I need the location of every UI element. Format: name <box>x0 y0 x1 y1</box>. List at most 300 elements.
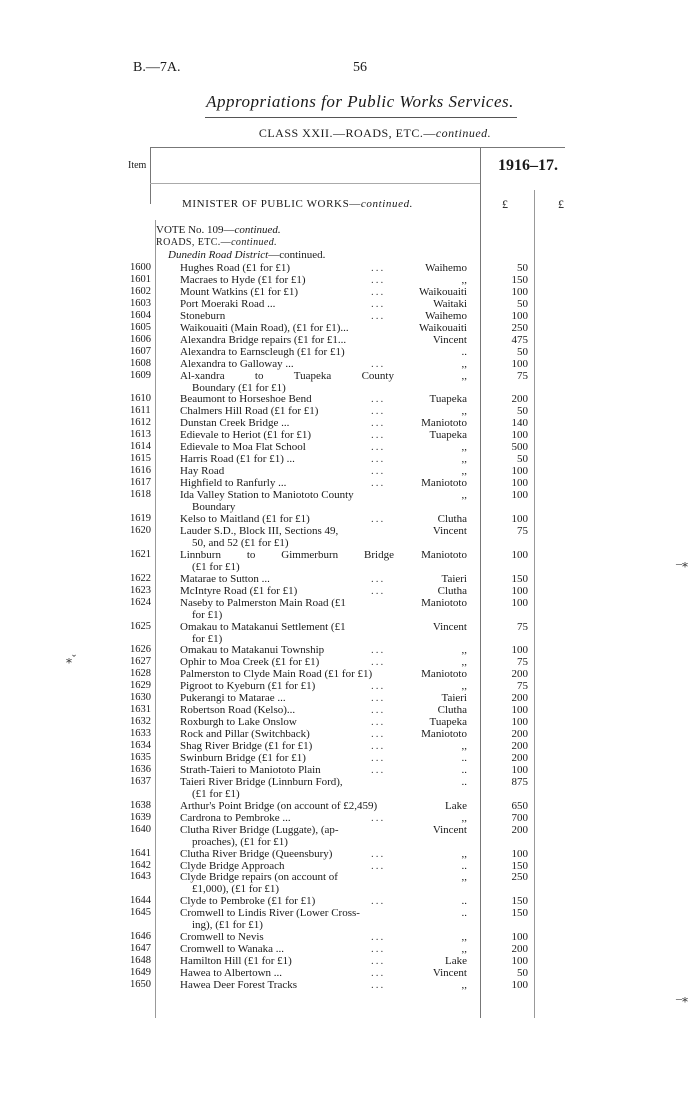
item-description <box>180 549 402 573</box>
item-description <box>180 489 402 513</box>
item-district: ,, <box>461 943 467 956</box>
item-amount: 75 <box>517 620 528 633</box>
description-word: Linnburn <box>180 548 221 561</box>
column-header-item: Item <box>128 160 147 171</box>
item-description <box>180 393 402 405</box>
item-number: 1617 <box>130 477 151 489</box>
item-number: 1606 <box>130 333 151 345</box>
item-description <box>180 453 402 465</box>
item-description <box>180 824 402 848</box>
item-amount: 200 <box>511 751 528 764</box>
leader-dots: ... <box>371 811 386 824</box>
description-line: Omakau to Matakanui Settlement (£1 <box>180 620 346 633</box>
description-word: Tuapeka <box>293 369 332 382</box>
item-description <box>180 740 402 752</box>
item-district: Tuapeka <box>429 429 467 442</box>
item-district: Waihemo <box>425 309 467 322</box>
item-amount: 140 <box>511 417 528 430</box>
item-number: 1624 <box>130 596 151 608</box>
item-number: 1645 <box>130 907 151 919</box>
item-amount: 100 <box>511 979 528 991</box>
description-line: Boundary (£1 for £1) <box>192 381 286 394</box>
description-line: Clyde Bridge repairs (on account of <box>180 871 338 884</box>
leader-dots: ... <box>371 405 386 418</box>
district-continued: —continued. <box>268 249 326 261</box>
leader-dots: ... <box>371 751 386 764</box>
item-amount: 50 <box>517 262 528 274</box>
class-heading <box>0 126 700 141</box>
description-line: Chalmers Hill Road (£1 for £1) <box>180 405 319 418</box>
item-description <box>180 812 402 824</box>
vote-label: VOTE No. 109— <box>156 224 235 236</box>
item-number: 1636 <box>130 763 151 775</box>
item-district: Clutha <box>437 512 467 525</box>
leader-dots: ... <box>371 357 386 370</box>
description-line: Boundary <box>192 501 236 514</box>
item-description <box>180 585 402 597</box>
item-number: 1601 <box>130 273 151 285</box>
item-district: ,, <box>461 405 467 418</box>
item-district: .. <box>461 907 467 920</box>
description-line: Clyde Bridge Approach <box>180 859 285 872</box>
description-line: Swinburn Bridge (£1 for £1) <box>180 751 306 764</box>
description-line: Cromwell to Wanaka ... <box>180 943 285 956</box>
item-number: 1605 <box>130 321 151 333</box>
item-description <box>180 955 402 967</box>
item-description <box>180 644 402 656</box>
description-line: Alexandra to Galloway ... <box>180 357 294 370</box>
leader-dots: ... <box>371 967 386 980</box>
leader-dots: ... <box>371 273 386 286</box>
item-number: 1616 <box>130 465 151 477</box>
description-line: Ophir to Moa Creek (£1 for £1) <box>180 656 320 669</box>
item-district: Tuapeka <box>429 393 467 406</box>
item-amount: 100 <box>511 429 528 442</box>
item-amount: 150 <box>511 859 528 872</box>
leader-dots: ... <box>371 262 386 274</box>
item-description <box>180 513 402 525</box>
item-number: 1623 <box>130 584 151 596</box>
description-line: 50, and 52 (£1 for £1) <box>192 536 289 549</box>
item-description <box>180 621 402 645</box>
description-line: Naseby to Palmerston Main Road (£1 <box>180 596 346 609</box>
leader-dots: ... <box>371 704 386 717</box>
item-description <box>180 704 402 716</box>
item-number: 1613 <box>130 429 151 441</box>
description-line: proaches), (£1 for £1) <box>192 835 288 848</box>
item-description <box>180 370 402 394</box>
leader-dots: ... <box>371 763 386 776</box>
item-amount: 150 <box>511 572 528 585</box>
item-description <box>180 286 402 298</box>
year-column-divider <box>480 148 481 1018</box>
item-number: 1637 <box>130 775 151 787</box>
item-district: ,, <box>461 740 467 752</box>
item-amount: 100 <box>511 465 528 478</box>
item-number: 1633 <box>130 728 151 740</box>
item-number: 1638 <box>130 799 151 811</box>
description-line: for £1) <box>192 632 223 645</box>
item-number: 1635 <box>130 751 151 763</box>
item-district: ,, <box>461 644 467 657</box>
description-word: to <box>246 548 256 561</box>
item-amount: 75 <box>517 656 528 669</box>
item-description <box>180 358 402 370</box>
item-amount: 75 <box>517 524 528 537</box>
item-number: 1609 <box>130 369 151 381</box>
item-district: Maniototo <box>421 477 467 490</box>
item-description <box>180 692 402 704</box>
item-description <box>180 262 402 274</box>
item-number: 1600 <box>130 262 151 273</box>
item-number: 1640 <box>130 823 151 835</box>
leader-dots: ... <box>371 955 386 968</box>
description-line: Shag River Bridge (£1 for £1) <box>180 740 313 752</box>
item-district: ,, <box>461 369 467 382</box>
item-amount: 100 <box>511 847 528 860</box>
description-line: Matarae to Sutton ... <box>180 572 270 585</box>
item-district: .. <box>461 345 467 358</box>
description-line: Hughes Road (£1 for £1) <box>180 262 290 274</box>
item-description <box>180 764 402 776</box>
leader-dots: ... <box>371 297 386 310</box>
item-district: Taieri <box>441 692 467 705</box>
item-number: 1632 <box>130 716 151 728</box>
item-amount: 100 <box>511 584 528 597</box>
column-header-year: 1916–17. <box>498 157 558 174</box>
item-description <box>180 728 402 740</box>
item-number: 1615 <box>130 453 151 465</box>
item-description <box>180 979 402 991</box>
item-district: Tuapeka <box>429 716 467 729</box>
item-description <box>180 477 402 489</box>
item-number: 1646 <box>130 931 151 943</box>
total-column-divider <box>534 190 535 1018</box>
item-amount: 250 <box>511 871 528 884</box>
item-district: ,, <box>461 489 467 502</box>
item-district: Vincent <box>432 967 467 980</box>
leader-dots: ... <box>371 393 386 406</box>
roads-label: ROADS, ETC.— <box>156 237 232 248</box>
item-description <box>180 322 402 334</box>
item-amount: 200 <box>511 692 528 705</box>
description-line: Omakau to Matakanui Township <box>180 644 325 657</box>
item-number: 1618 <box>130 489 151 501</box>
item-number: 1619 <box>130 512 151 524</box>
item-amount: 100 <box>511 596 528 609</box>
description-word: County <box>361 369 394 382</box>
item-district: Lake <box>445 799 467 812</box>
item-amount: 200 <box>511 728 528 741</box>
item-description <box>180 656 402 668</box>
item-district: Waitaki <box>433 297 467 310</box>
leader-dots: ... <box>371 680 386 693</box>
item-amount: 50 <box>517 297 528 310</box>
item-amount: 50 <box>517 453 528 466</box>
item-number: 1631 <box>130 704 151 716</box>
item-amount: 150 <box>511 907 528 920</box>
item-number: 1607 <box>130 345 151 357</box>
item-description <box>180 943 402 955</box>
leader-dots: ... <box>371 512 386 525</box>
item-description <box>180 871 402 895</box>
district-heading <box>168 249 325 261</box>
description-line: Cromwell to Lindis River (Lower Cross- <box>180 907 360 920</box>
item-district: Maniototo <box>421 728 467 741</box>
item-amount: 150 <box>511 273 528 286</box>
item-district: Waihemo <box>425 262 467 274</box>
district-label: Dunedin Road District <box>168 249 269 261</box>
item-district: Clutha <box>437 584 467 597</box>
item-description <box>180 860 402 872</box>
item-number: 1611 <box>130 405 151 417</box>
leader-dots: ... <box>371 656 386 669</box>
item-district: .. <box>461 763 467 776</box>
leader-dots: ... <box>371 453 386 466</box>
item-number: 1626 <box>130 644 151 656</box>
item-district: Maniototo <box>421 668 467 681</box>
item-number: 1639 <box>130 811 151 823</box>
description-line: Taieri River Bridge (Linnburn Ford), <box>180 775 343 788</box>
item-amount: 200 <box>511 740 528 752</box>
item-number: 1612 <box>130 417 151 429</box>
item-district: Maniototo <box>421 596 467 609</box>
item-description <box>180 680 402 692</box>
margin-mark: –⁎ <box>676 556 688 570</box>
item-amount: 475 <box>511 333 528 346</box>
item-description <box>180 429 402 441</box>
description-line: Alexandra to Earnscleugh (£1 for £1) <box>180 345 345 358</box>
item-amount: 50 <box>517 967 528 980</box>
item-amount: 100 <box>511 285 528 298</box>
leader-dots: ... <box>371 429 386 442</box>
description-line: Ida Valley Station to Maniototo County <box>180 489 354 502</box>
item-amount: 100 <box>511 477 528 490</box>
item-district: Lake <box>445 955 467 968</box>
item-description <box>180 334 402 346</box>
item-description <box>180 298 402 310</box>
leader-dots: ... <box>371 847 386 860</box>
description-line: ing), (£1 for £1) <box>192 919 263 932</box>
description-line: Beaumont to Horseshoe Bend <box>180 393 312 406</box>
description-line: Hawea Deer Forest Tracks <box>180 979 297 991</box>
description-line: Pukerangi to Matarae ... <box>180 692 286 705</box>
item-amount: 100 <box>511 955 528 968</box>
item-district: Vincent <box>432 620 467 633</box>
item-description <box>180 776 402 800</box>
description-line: Strath-Taieri to Maniototo Plain <box>180 763 321 776</box>
item-number: 1608 <box>130 357 151 369</box>
item-number: 1602 <box>130 285 151 297</box>
description-line: Dunstan Creek Bridge ... <box>180 417 290 430</box>
item-district: Vincent <box>432 333 467 346</box>
item-amount: 75 <box>517 680 528 693</box>
item-number: 1625 <box>130 620 151 632</box>
item-district: Maniototo <box>421 548 467 561</box>
description-line: Palmerston to Clyde Main Road (£1 for £1) <box>180 668 373 681</box>
item-amount: 50 <box>517 405 528 418</box>
header-rule <box>150 147 565 148</box>
item-district: ,, <box>461 811 467 824</box>
item-district: ,, <box>461 847 467 860</box>
leader-dots: ... <box>371 716 386 729</box>
item-description <box>180 346 402 358</box>
class-continued: continued. <box>435 126 492 140</box>
item-district: ,, <box>461 465 467 478</box>
leader-dots: ... <box>371 740 386 752</box>
item-amount: 100 <box>511 357 528 370</box>
item-number: 1620 <box>130 524 151 536</box>
item-amount: 250 <box>511 321 528 334</box>
description-line: Hawea to Albertown ... <box>180 967 283 980</box>
description-line: McIntyre Road (£1 for £1) <box>180 584 298 597</box>
description-line: (£1 for £1) <box>192 787 240 800</box>
minister-continued: continued. <box>360 198 414 210</box>
description-line: Robertson Road (Kelso)... <box>180 704 296 717</box>
item-district: Maniototo <box>421 417 467 430</box>
item-amount: 100 <box>511 548 528 561</box>
item-amount: 100 <box>511 489 528 502</box>
item-number: 1650 <box>130 979 151 990</box>
item-district: .. <box>461 775 467 788</box>
vote-continued: continued. <box>234 224 281 236</box>
item-district: ,, <box>461 357 467 370</box>
description-line: Roxburgh to Lake Onslow <box>180 716 297 729</box>
description-line: Edievale to Heriot (£1 for £1) <box>180 429 312 442</box>
roads-heading <box>156 237 277 248</box>
item-number: 1610 <box>130 393 151 405</box>
item-district: ,, <box>461 273 467 286</box>
leader-dots: ... <box>371 441 386 454</box>
item-district: .. <box>461 895 467 908</box>
item-amount: 100 <box>511 309 528 322</box>
item-description <box>180 405 402 417</box>
item-amount: 100 <box>511 644 528 657</box>
item-column-divider-top <box>150 148 151 204</box>
minister-label: MINISTER OF PUBLIC WORKS— <box>182 198 361 210</box>
item-number: 1647 <box>130 943 151 955</box>
leader-dots: ... <box>371 572 386 585</box>
item-district: ,, <box>461 871 467 884</box>
description-line <box>180 549 394 561</box>
leader-dots: ... <box>371 859 386 872</box>
item-district: .. <box>461 859 467 872</box>
item-number: 1642 <box>130 859 151 871</box>
item-amount: 100 <box>511 716 528 729</box>
description-line: Kelso to Maitland (£1 for £1) <box>180 512 310 525</box>
item-description <box>180 716 402 728</box>
description-word: Gimmerburn <box>281 548 339 561</box>
description-line: Clutha River Bridge (Queensbury) <box>180 847 333 860</box>
item-number: 1648 <box>130 955 151 967</box>
item-amount: 100 <box>511 512 528 525</box>
item-amount: 700 <box>511 811 528 824</box>
item-number: 1641 <box>130 847 151 859</box>
roads-continued: continued. <box>231 237 278 248</box>
item-amount: 75 <box>517 369 528 382</box>
item-amount: 50 <box>517 345 528 358</box>
item-description <box>180 752 402 764</box>
item-amount: 875 <box>511 775 528 788</box>
description-line: (£1 for £1) <box>192 560 240 573</box>
description-line <box>180 370 394 382</box>
item-district: ,, <box>461 441 467 454</box>
leader-dots: ... <box>371 943 386 956</box>
description-line: Hay Road <box>180 465 225 478</box>
class-label: CLASS XXII.—ROADS, ETC.— <box>258 126 436 140</box>
item-description <box>180 573 402 585</box>
description-word: Bridge <box>364 548 394 561</box>
item-description <box>180 668 402 680</box>
item-number: 1644 <box>130 895 151 907</box>
item-number: 1643 <box>130 871 151 883</box>
description-line: Waikouaiti (Main Road), (£1 for £1)... <box>180 321 349 334</box>
description-line: Clutha River Bridge (Luggate), (ap- <box>180 823 339 836</box>
item-district: Waikouaiti <box>419 321 467 334</box>
item-number: 1628 <box>130 668 151 680</box>
item-district: ,, <box>461 979 467 991</box>
description-line: £1,000), (£1 for £1) <box>192 883 280 896</box>
item-number: 1629 <box>130 680 151 692</box>
description-line: for £1) <box>192 608 223 621</box>
currency-symbol-total: £ <box>558 197 564 211</box>
item-district: ,, <box>461 453 467 466</box>
item-district: Waikouaiti <box>419 285 467 298</box>
description-line: Alexandra Bridge repairs (£1 for £1... <box>180 333 347 346</box>
item-description <box>180 525 402 549</box>
item-district: Vincent <box>432 823 467 836</box>
leader-dots: ... <box>371 728 386 741</box>
item-amount: 100 <box>511 763 528 776</box>
minister-heading <box>182 198 413 210</box>
item-description <box>180 907 402 931</box>
description-line: Highfield to Ranfurly ... <box>180 477 287 490</box>
leader-dots: ... <box>371 692 386 705</box>
item-number: 1630 <box>130 692 151 704</box>
item-amount: 100 <box>511 704 528 717</box>
description-line: Harris Road (£1 for £1) ... <box>180 453 295 466</box>
item-district: Vincent <box>432 524 467 537</box>
leader-dots: ... <box>371 644 386 657</box>
item-amount: 150 <box>511 895 528 908</box>
description-line: Arthur's Point Bridge (on account of £2,459) <box>180 799 378 812</box>
vote-heading <box>156 224 281 236</box>
item-district: ,, <box>461 656 467 669</box>
description-word: Al-xandra <box>180 369 225 382</box>
leader-dots: ... <box>371 285 386 298</box>
item-number: 1627 <box>130 656 151 668</box>
description-line: Macraes to Hyde (£1 for £1) <box>180 273 306 286</box>
currency-symbol-amount: £ <box>502 197 508 211</box>
item-amount: 100 <box>511 931 528 944</box>
item-number: 1614 <box>130 441 151 453</box>
item-amount: 200 <box>511 943 528 956</box>
item-amount: 500 <box>511 441 528 454</box>
leader-dots: ... <box>371 465 386 478</box>
page-title: Appropriations for Public Works Services. <box>206 92 514 111</box>
leader-dots: ... <box>371 584 386 597</box>
description-line: Lauder S.D., Block III, Sections 49, <box>180 524 339 537</box>
item-district: .. <box>461 751 467 764</box>
item-number: 1634 <box>130 740 151 751</box>
document-reference: B.—7A. <box>133 60 181 75</box>
description-line: Cardrona to Pembroke ... <box>180 811 291 824</box>
item-description <box>180 597 402 621</box>
item-description <box>180 848 402 860</box>
item-district: Taieri <box>441 572 467 585</box>
item-amount: 200 <box>511 668 528 681</box>
leader-dots: ... <box>371 477 386 490</box>
